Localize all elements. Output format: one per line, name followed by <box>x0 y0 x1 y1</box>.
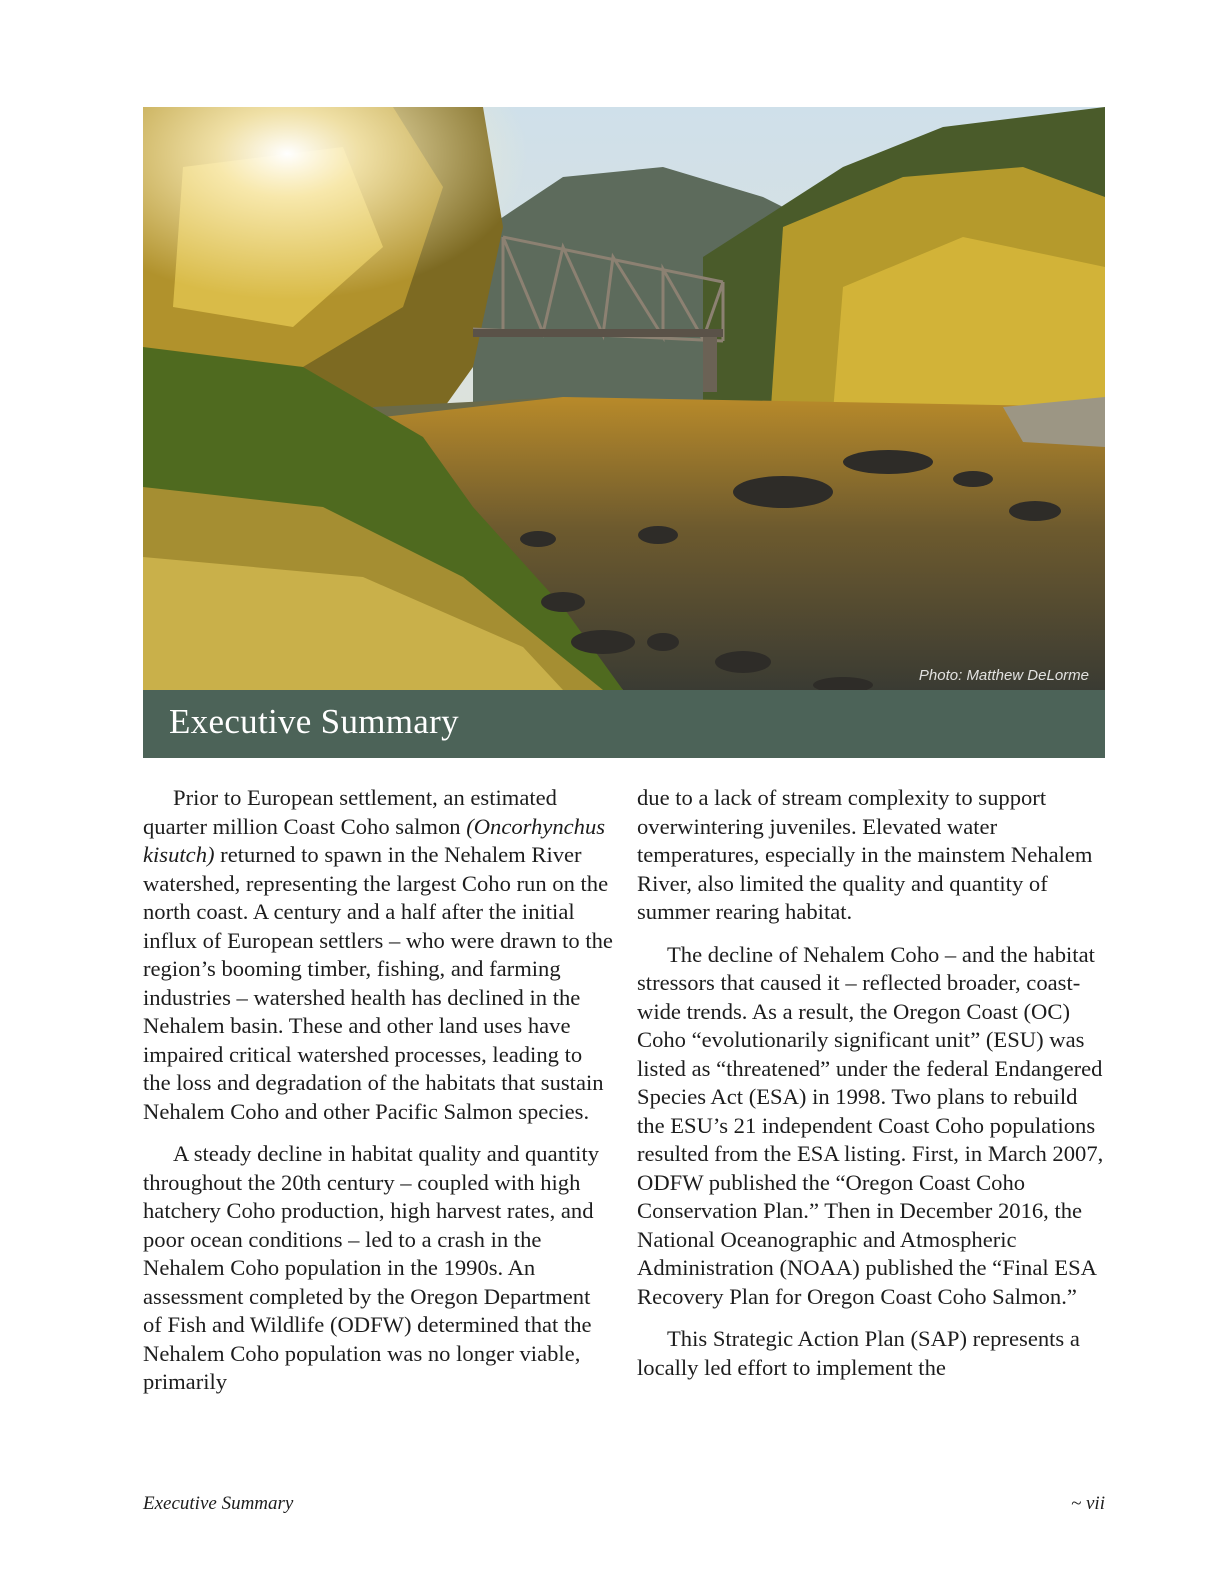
page-number: ~ vii <box>1070 1493 1105 1514</box>
photo-credit: Photo: Matthew DeLorme <box>918 667 1089 684</box>
paragraph: due to a lack of stream complexity to support overwintering juveniles. Elevated water temperatures, especially in the mainstem Nehalem River, also limited the quality and quantity of summer rearing habitat. <box>637 785 1093 924</box>
section-title-bar <box>143 690 1105 758</box>
body-column-left <box>143 784 613 1411</box>
section-title: Executive Summary <box>169 702 459 741</box>
paragraph-text: Prior to European settlement, an estimated quarter million Coast Coho salmon <box>143 785 557 839</box>
paragraph-text: returned to spawn in the Nehalem River watershed, representing the largest Coho run on the north coast. A century and a half after the initial influx of European settlers – who were drawn to the region’s booming timber, fishing, and farming industries – watershed health has declined in the Nehalem basin. These and other land uses have impaired critical watershed processes, leading to the loss and degradation of the habitats that sustain Nehalem Coho and other Pacific Salmon species. <box>143 842 613 1124</box>
paragraph: This Strategic Action Plan (SAP) represents a locally led effort to implement the <box>637 1326 1080 1380</box>
paragraph: The decline of Nehalem Coho – and the habitat stressors that caused it – reflected broader, coast-wide trends. As a result, the Oregon Coast (OC) Coho “evolutionarily significant unit” (ESU) was listed as “threatened” under the federal Endangered Species Act (ESA) in 1998. Two plans to rebuild the ESU’s 21 independent Coast Coho populations resulted from the ESA listing. First, in March 2007, ODFW published the “Oregon Coast Coho Conservation Plan.” Then in December 2016, the National Oceanographic and Atmospheric Administration (NOAA) published the “Final ESA Recovery Plan for Oregon Coast Coho Salmon.” <box>637 941 1104 1309</box>
river-landscape-image <box>143 107 1105 690</box>
paragraph: A steady decline in habitat quality and quantity throughout the 20th century – coupled with high hatchery Coho production, high harvest rates, and poor ocean conditions – led to a crash in the Nehalem Coho population in the 1990s. An assessment completed by the Oregon Department of Fish and Wildlife (ODFW) determined that the Nehalem Coho population was no longer viable, primarily <box>143 1141 600 1394</box>
body-column-right <box>637 784 1107 1396</box>
footer-section-name: Executive Summary <box>143 1493 294 1514</box>
paragraph <box>143 784 613 1126</box>
species-name: (Oncorhynchus kisutch) <box>143 813 606 867</box>
hero-photo <box>143 107 1105 690</box>
